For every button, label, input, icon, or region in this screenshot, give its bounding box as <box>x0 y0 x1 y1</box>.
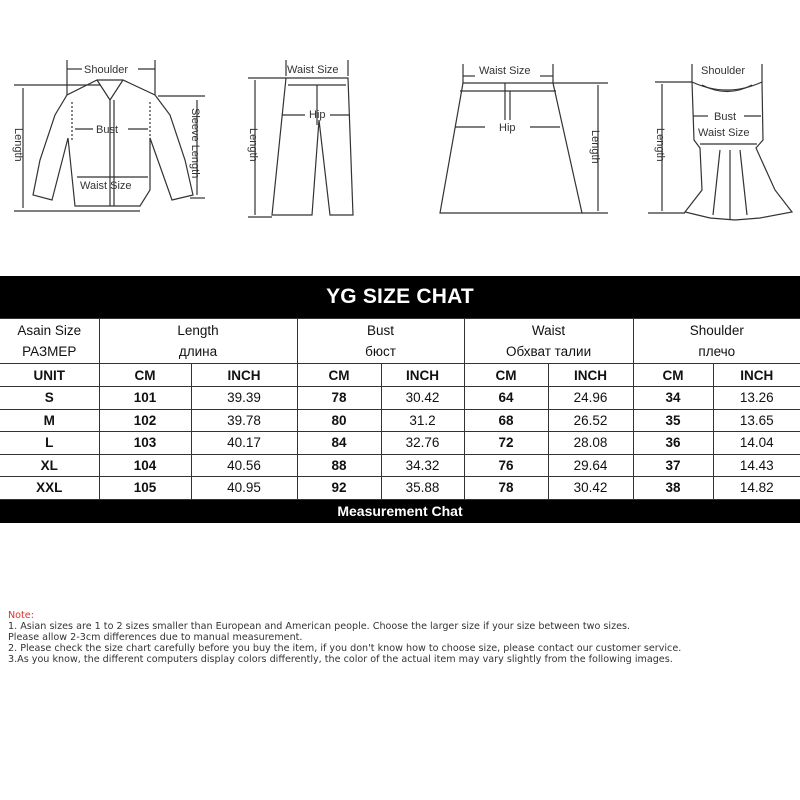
note-line: 1. Asian sizes are 1 to 2 sizes smaller than European and American people. Choose the larger size if your size between two sizes. <box>8 621 631 632</box>
dress-length-label: Length <box>654 128 666 162</box>
length-cm-cell: 101 <box>99 387 191 410</box>
length-inch-cell: 39.39 <box>191 387 297 410</box>
size-header-en: Asain Size <box>17 323 82 338</box>
length-header-en: Length <box>177 323 219 338</box>
size-cell: M <box>0 409 99 432</box>
waist-cm-cell: 78 <box>464 477 548 500</box>
pants-waist-label: Waist Size <box>287 64 339 76</box>
chart-footer: Measurement Chat <box>0 500 800 523</box>
notes-section <box>8 610 793 665</box>
table-row <box>0 432 800 455</box>
waist-inch-cell: 29.64 <box>548 454 633 477</box>
shoulder-cm-cell: 34 <box>633 387 713 410</box>
skirt-length-label: Length <box>589 130 601 164</box>
garment-diagrams <box>0 0 800 260</box>
size-cell: XL <box>0 454 99 477</box>
unit-cell: UNIT <box>0 364 99 387</box>
dress-diagram <box>640 40 800 240</box>
length-cm-cell: 102 <box>99 409 191 432</box>
note-line: Please allow 2-3cm differences due to manual measurement. <box>8 632 303 643</box>
length-inch-cell: 40.17 <box>191 432 297 455</box>
waist-inch-cell: 26.52 <box>548 409 633 432</box>
unit-cell: CM <box>99 364 191 387</box>
waist-cm-cell: 64 <box>464 387 548 410</box>
note-label: Note: <box>8 610 34 621</box>
shoulder-header-cell <box>633 319 800 364</box>
length-cm-cell: 103 <box>99 432 191 455</box>
dress-waist-label: Waist Size <box>698 127 750 139</box>
bust-header-en: Bust <box>367 323 395 338</box>
bust-inch-cell: 30.42 <box>381 387 464 410</box>
table-row <box>0 477 800 500</box>
unit-cell: INCH <box>713 364 800 387</box>
note-line: 2. Please check the size chart carefully before you buy the item, if you don't know how to choose size, please contact our customer service. <box>8 643 682 654</box>
waist-header-en: Waist <box>531 323 566 338</box>
shirt-diagram <box>0 40 220 240</box>
size-table <box>0 318 800 500</box>
units-row <box>0 364 800 387</box>
length-inch-cell: 39.78 <box>191 409 297 432</box>
shoulder-cm-cell: 36 <box>633 432 713 455</box>
bust-inch-cell: 34.32 <box>381 454 464 477</box>
size-header-cell <box>0 319 99 364</box>
shoulder-inch-cell: 13.26 <box>713 387 800 410</box>
unit-cell: CM <box>464 364 548 387</box>
unit-cell: CM <box>297 364 381 387</box>
shirt-shoulder-label: Shoulder <box>84 64 129 76</box>
waist-inch-cell: 30.42 <box>548 477 633 500</box>
skirt-hip-label: Hip <box>499 122 516 134</box>
bust-header-ru: бюст <box>365 344 396 359</box>
unit-cell: INCH <box>191 364 297 387</box>
waist-header-ru: Обхват талии <box>505 344 592 359</box>
length-header-ru: длина <box>178 344 218 359</box>
size-chart <box>0 276 800 523</box>
shirt-length-label: Length <box>12 128 24 162</box>
header-row <box>0 319 800 364</box>
size-cell: XXL <box>0 477 99 500</box>
length-cm-cell: 104 <box>99 454 191 477</box>
shirt-bust-label: Bust <box>96 124 119 136</box>
pants-length-label: Length <box>247 128 259 162</box>
waist-inch-cell: 24.96 <box>548 387 633 410</box>
length-cm-cell: 105 <box>99 477 191 500</box>
table-row <box>0 454 800 477</box>
note-line: 3.As you know, the different computers display colors differently, the color of the actual item may vary slightly from the following images. <box>8 654 673 665</box>
pants-diagram <box>240 40 380 240</box>
shoulder-cm-cell: 38 <box>633 477 713 500</box>
chart-title: YG SIZE CHAT <box>0 276 800 318</box>
shirt-sleeve-label: Sleeve Length <box>189 108 201 179</box>
bust-header-cell <box>297 319 464 364</box>
pants-hip-label: Hip <box>309 109 326 121</box>
table-row <box>0 387 800 410</box>
shoulder-inch-cell: 13.65 <box>713 409 800 432</box>
length-header-cell <box>99 319 297 364</box>
waist-cm-cell: 72 <box>464 432 548 455</box>
shoulder-cm-cell: 35 <box>633 409 713 432</box>
shirt-waist-label: Waist Size <box>80 180 132 192</box>
shoulder-inch-cell: 14.43 <box>713 454 800 477</box>
shoulder-header-en: Shoulder <box>689 323 744 338</box>
shoulder-header-ru: плечо <box>698 344 736 359</box>
shoulder-inch-cell: 14.82 <box>713 477 800 500</box>
length-inch-cell: 40.95 <box>191 477 297 500</box>
table-row <box>0 409 800 432</box>
size-header-ru: РАЗМЕР <box>22 344 77 359</box>
waist-header-cell <box>464 319 633 364</box>
skirt-diagram <box>430 40 620 240</box>
waist-cm-cell: 76 <box>464 454 548 477</box>
dress-bust-label: Bust <box>714 111 737 123</box>
size-cell: L <box>0 432 99 455</box>
bust-inch-cell: 31.2 <box>381 409 464 432</box>
dress-shoulder-label: Shoulder <box>701 65 746 77</box>
bust-cm-cell: 92 <box>297 477 381 500</box>
bust-cm-cell: 88 <box>297 454 381 477</box>
shoulder-inch-cell: 14.04 <box>713 432 800 455</box>
shoulder-cm-cell: 37 <box>633 454 713 477</box>
unit-cell: INCH <box>381 364 464 387</box>
bust-inch-cell: 32.76 <box>381 432 464 455</box>
length-inch-cell: 40.56 <box>191 454 297 477</box>
unit-cell: CM <box>633 364 713 387</box>
bust-cm-cell: 78 <box>297 387 381 410</box>
waist-cm-cell: 68 <box>464 409 548 432</box>
bust-cm-cell: 84 <box>297 432 381 455</box>
waist-inch-cell: 28.08 <box>548 432 633 455</box>
bust-inch-cell: 35.88 <box>381 477 464 500</box>
size-cell: S <box>0 387 99 410</box>
unit-cell: INCH <box>548 364 633 387</box>
bust-cm-cell: 80 <box>297 409 381 432</box>
skirt-waist-label: Waist Size <box>479 65 531 77</box>
